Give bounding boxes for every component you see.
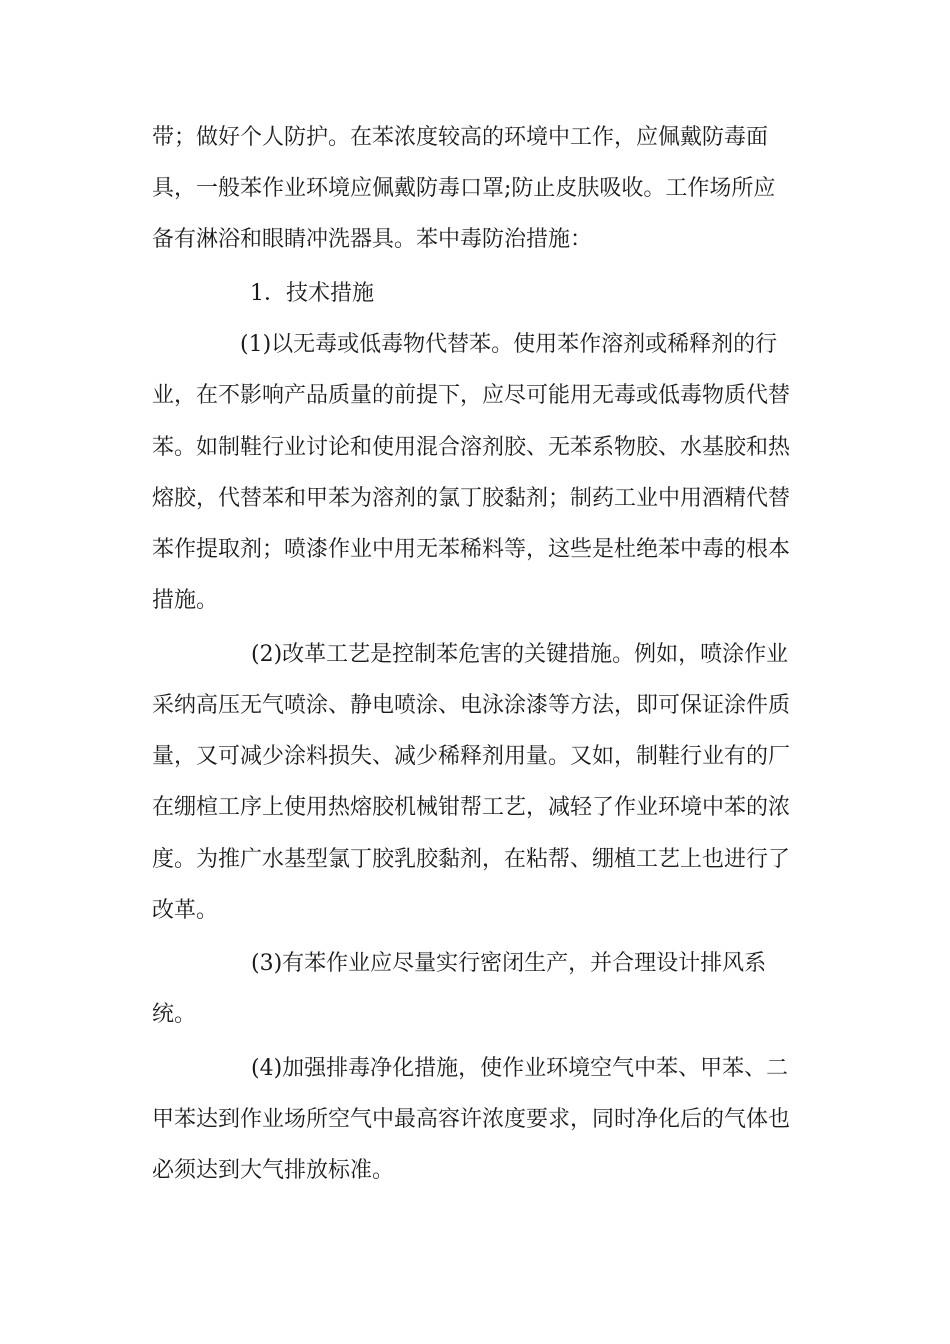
paragraph-line: (2)改革工艺是控制苯危害的关键措施。例如，喷涂作业 <box>251 642 789 667</box>
paragraph-line: 苯。如制鞋行业讨论和使用混合溶剂胶、无苯系物胶、水基胶和热 <box>152 435 791 460</box>
paragraph-line: 业，在不影响产品质量的前提下，应尽可能用无毒或低毒物质代替 <box>152 383 791 408</box>
paragraph-line: 措施。 <box>152 588 219 613</box>
paragraph-line: 苯作提取剂；喷漆作业中用无苯稀料等，这些是杜绝苯中毒的根本 <box>152 537 791 562</box>
paragraph-line: 熔胶，代替苯和甲苯为溶剂的氯丁胶黏剂；制药工业中用酒精代替 <box>152 486 791 511</box>
paragraph-line: 在绷楦工序上使用热熔胶机械钳帮工艺，减轻了作业环境中苯的浓 <box>152 795 791 820</box>
paragraph-line: (3)有苯作业应尽量实行密闭生产，并合理设计排风系 <box>251 951 767 976</box>
paragraph-line: 统。 <box>152 1002 197 1027</box>
section-heading: 1．技术措施 <box>250 281 374 306</box>
paragraph-line: (4)加强排毒净化措施，使作业环境空气中苯、甲苯、二 <box>251 1056 789 1081</box>
paragraph-line: 具，一般苯作业环境应佩戴防毒口罩;防止皮肤吸收。工作场所应 <box>152 176 776 201</box>
paragraph-line: 采纳高压无气喷涂、静电喷涂、电泳涂漆等方法，即可保证涂件质 <box>152 693 791 718</box>
paragraph-line: 量，又可减少涂料损失、减少稀释剂用量。又如，制鞋行业有的厂 <box>152 744 791 769</box>
paragraph-line: (1)以无毒或低毒物代替苯。使用苯作溶剂或稀释剂的行 <box>240 332 778 357</box>
paragraph-line: 必须达到大气排放标准。 <box>152 1158 395 1183</box>
paragraph-line: 带；做好个人防护。在苯浓度较高的环境中工作，应佩戴防毒面 <box>152 125 769 150</box>
paragraph-line: 度。为推广水基型氯丁胶乳胶黏剂，在粘帮、绷植工艺上也进行了 <box>152 847 791 872</box>
paragraph-line: 甲苯达到作业场所空气中最高容许浓度要求，同时净化后的气体也 <box>152 1107 791 1132</box>
paragraph-line: 备有淋浴和眼睛冲洗器具。苯中毒防治措施： <box>152 227 593 252</box>
paragraph-line: 改革。 <box>152 898 219 923</box>
